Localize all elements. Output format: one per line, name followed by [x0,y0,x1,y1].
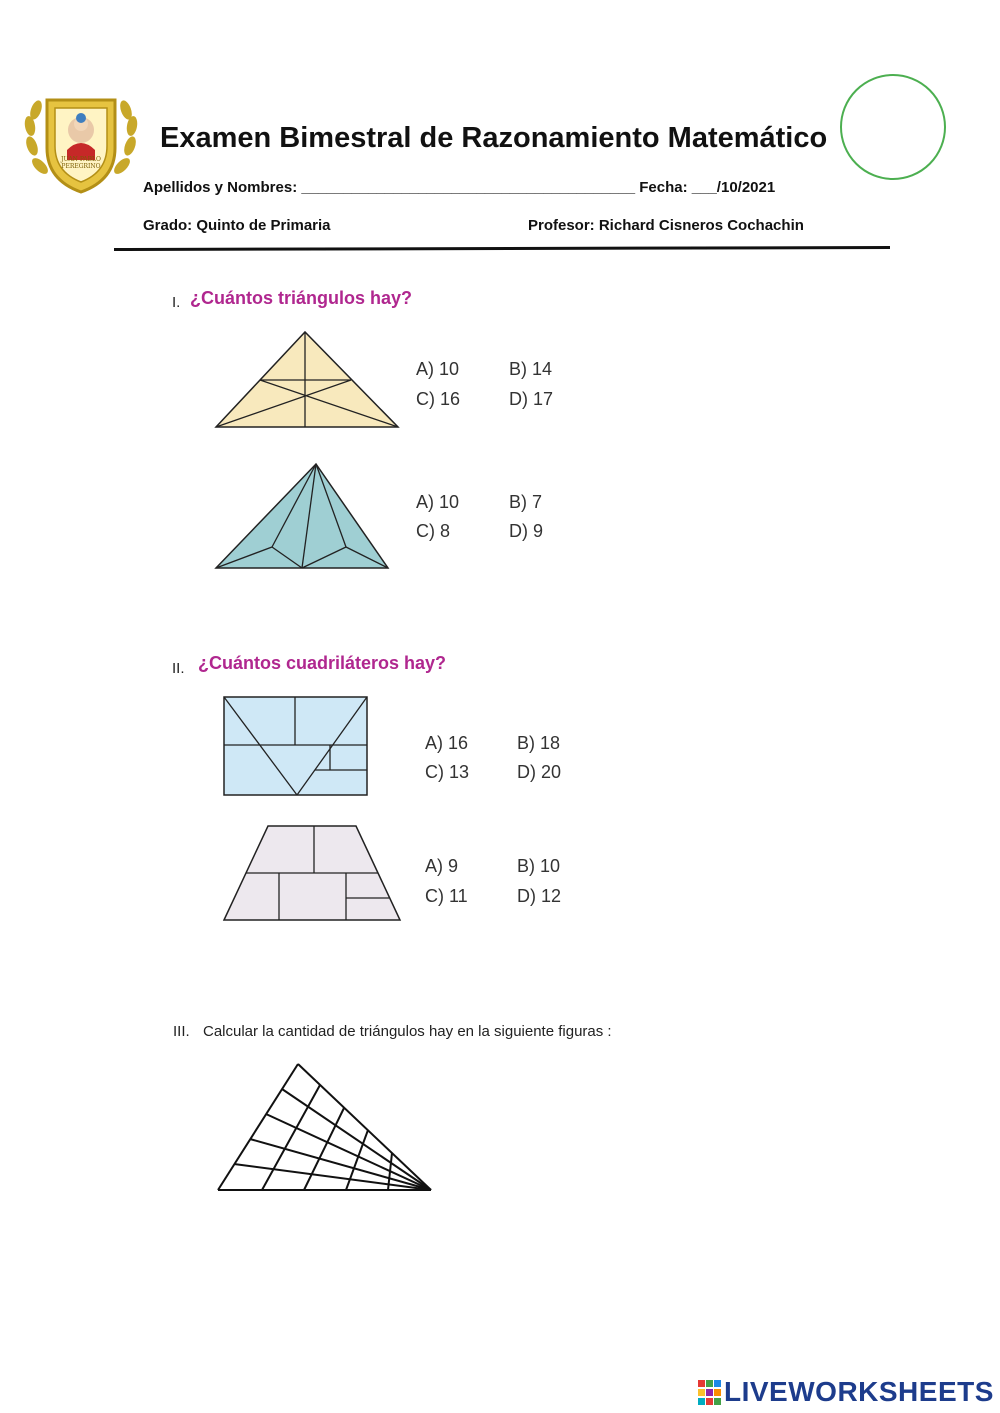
s1-f2-option-a[interactable]: A) 10 [416,492,460,512]
pyramid-figure [212,460,392,574]
s1-f1-option-c[interactable]: C) 16 [416,389,461,409]
s2-f2-option-b[interactable]: B) 10 [517,856,561,876]
date-label: Fecha: [639,179,688,196]
school-name-arc: JUAN PABLO PEREGRINO [61,156,101,170]
s1-f1-option-a[interactable]: A) 10 [416,359,460,379]
section1-question: ¿Cuántos triángulos hay? [190,288,413,308]
header-divider [114,246,890,251]
brand-name: LIVEWORKSHEETS [724,1376,994,1407]
grade-text: Grado: Quinto de Primaria [143,217,331,234]
rectangle-figure [220,693,372,799]
score-circle-icon [838,72,948,182]
s1-f1-option-d[interactable]: D) 17 [509,389,554,409]
section3-number: III. [173,1023,190,1040]
date-input[interactable]: ___/10/2021 [691,179,776,196]
section3-question: Calcular la cantidad de triángulos hay en la siguiente figuras : [203,1023,612,1040]
fan-triangle-figure [214,1060,436,1196]
school-crest-icon [22,88,140,198]
trapezoid-figure [220,822,406,926]
triangle-figure-1 [212,328,402,432]
s1-f1-option-b[interactable]: B) 14 [509,359,553,379]
s2-f2-option-d[interactable]: D) 12 [517,886,562,906]
section2-question: ¿Cuántos cuadriláteros hay? [198,653,447,673]
page-title: Examen Bimestral de Razonamiento Matemático [160,122,828,154]
s2-f1-option-b[interactable]: B) 18 [517,733,561,753]
s2-f1-option-d[interactable]: D) 20 [517,762,562,782]
names-field-row [143,179,775,196]
s1-f2-option-b[interactable]: B) 7 [509,492,543,512]
teacher-text: Profesor: Richard Cisneros Cochachin [528,217,804,234]
s2-f1-option-c[interactable]: C) 13 [425,762,470,782]
s2-f2-option-a[interactable]: A) 9 [425,856,459,876]
s2-f2-option-c[interactable]: C) 11 [425,886,468,906]
s2-f1-option-a[interactable]: A) 16 [425,733,469,753]
s1-f2-option-d[interactable]: D) 9 [509,521,544,541]
liveworksheets-logo-icon [698,1380,722,1406]
section1-number: I. [172,294,181,311]
s1-f2-option-c[interactable]: C) 8 [416,521,451,541]
section2-number: II. [172,660,185,677]
names-input[interactable]: ________________________________________ [301,179,636,196]
names-label: Apellidos y Nombres: [143,179,298,196]
